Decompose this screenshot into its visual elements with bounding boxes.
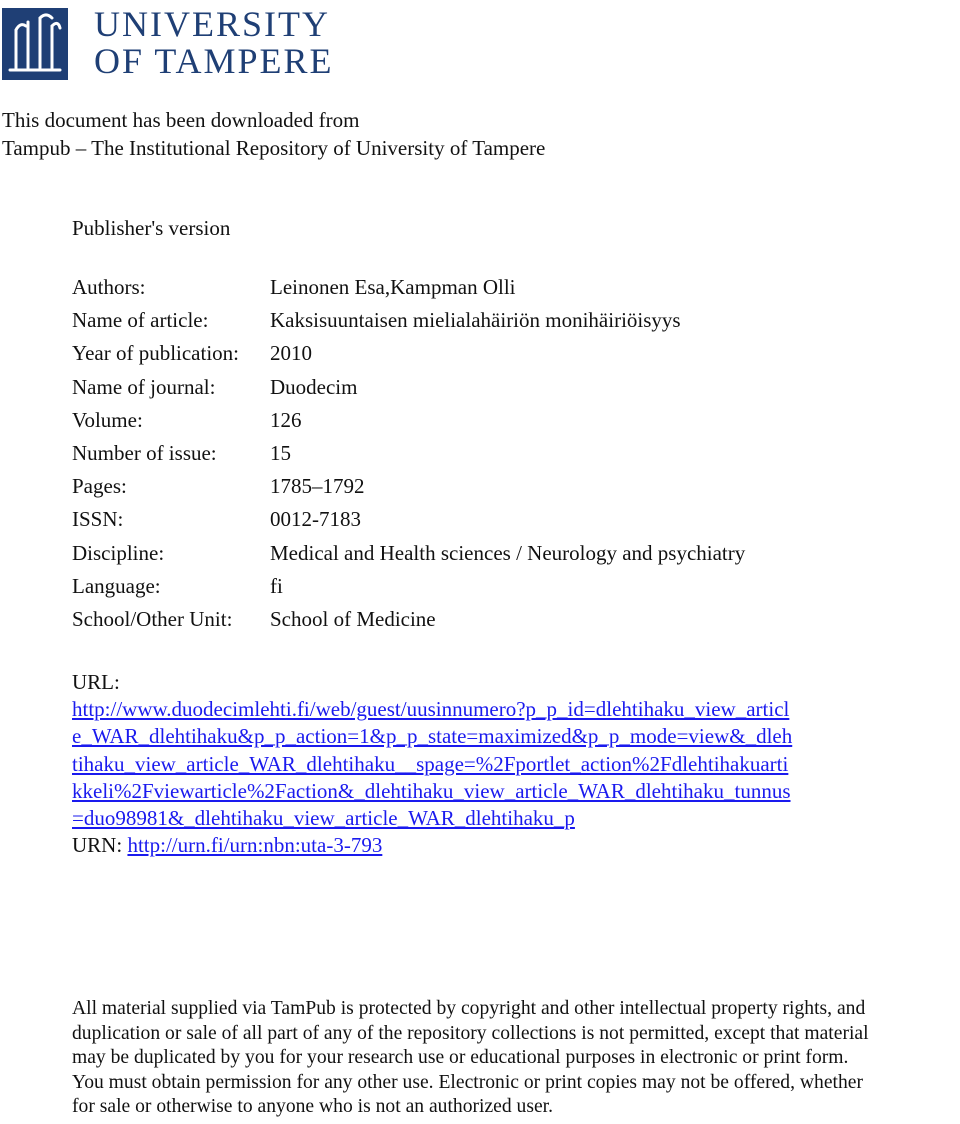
metadata-value: 126 [270,407,302,432]
metadata-row-authors [72,275,745,308]
university-emblem-icon [2,8,68,80]
metadata-label: Year of publication: [72,341,240,366]
copyright-notice-line: duplication or sale of all part of any of the repository collections is not permitted, except that material [72,1022,869,1044]
metadata-row-pages [72,474,745,507]
metadata-label: School/Other Unit: [72,606,233,631]
article-url-link[interactable] [72,696,792,832]
metadata-row-discipline [72,541,745,574]
download-notice [2,106,545,162]
university-name-line2: OF TAMPERE [94,41,334,81]
metadata-label: Pages: [72,474,127,499]
metadata-row-school [72,607,745,640]
copyright-notice-line: may be duplicated by you for your research use or educational purposes in electronic or print form. [72,1047,849,1069]
metadata-label: Name of journal: [72,374,216,399]
metadata-row-issn [72,507,745,540]
article-url-line: http://www.duodecimlehti.fi/web/guest/uusinnumero?p_p_id=dlehtihaku_view_articl [72,697,790,722]
copyright-notice-line: All material supplied via TamPub is protected by copyright and other intellectual property rights, and [72,998,866,1019]
metadata-row-journal [72,375,745,408]
metadata-value: 1785–1792 [270,474,365,499]
copyright-notice-line: You must obtain permission for any other use. Electronic or print copies may not be offered, whether [72,1071,864,1093]
metadata-label: Volume: [72,407,143,432]
copyright-notice [72,997,960,1120]
metadata-label: Authors: [72,275,146,299]
article-url-line: e_WAR_dlehtihaku&p_p_action=1&p_p_state=maximized&p_p_mode=view&_dleh [72,724,793,749]
publisher-version-label: Publisher's version [72,216,231,240]
metadata-value: 0012-7183 [270,507,361,532]
download-notice-line1: This document has been downloaded from [2,108,360,132]
urn-line [72,832,792,859]
metadata-value: School of Medicine [270,606,436,631]
metadata-value: fi [270,573,283,598]
url-section [72,669,792,859]
university-name-line1: UNIVERSITY [94,4,330,44]
metadata-row-year [72,341,745,374]
university-logo [2,6,334,82]
metadata-value: 15 [270,440,291,465]
metadata-label: Name of article: [72,308,209,333]
metadata-value: 2010 [270,341,312,366]
metadata-table [72,275,745,640]
metadata-label: Discipline: [72,540,165,565]
url-label: URL: [72,670,120,694]
metadata-value: Medical and Health sciences / Neurology and psychiatry [270,540,746,565]
article-url-line: =duo98981&_dlehtihaku_view_article_WAR_dlehtihaku_p [72,806,575,831]
urn-label: URN: [72,833,123,858]
university-name [94,6,334,80]
metadata-row-language [72,574,745,607]
article-url-line: tihaku_view_article_WAR_dlehtihaku__spage=%2Fportlet_action%2Fdlehtihakuarti [72,751,789,776]
urn-link[interactable]: http://urn.fi/urn:nbn:uta-3-793 [127,833,383,858]
metadata-row-issue [72,441,745,474]
article-url-line: kkeli%2Fviewarticle%2Faction&_dlehtihaku_view_article_WAR_dlehtihaku_tunnus [72,778,791,803]
copyright-notice-line: for sale or otherwise to anyone who is not an authorized user. [72,1096,554,1118]
metadata-label: ISSN: [72,507,124,532]
metadata-label: Language: [72,573,161,598]
metadata-value: Leinonen Esa,Kampman Olli [270,275,516,299]
download-notice-line2: Tampub – The Institutional Repository of University of Tampere [2,136,546,160]
metadata-label: Number of issue: [72,440,217,465]
metadata-value: Kaksisuuntaisen mielialahäiriön monihäiriöisyys [270,308,681,333]
metadata-row-article-name [72,308,745,341]
metadata-value: Duodecim [270,374,358,399]
metadata-row-volume [72,408,745,441]
